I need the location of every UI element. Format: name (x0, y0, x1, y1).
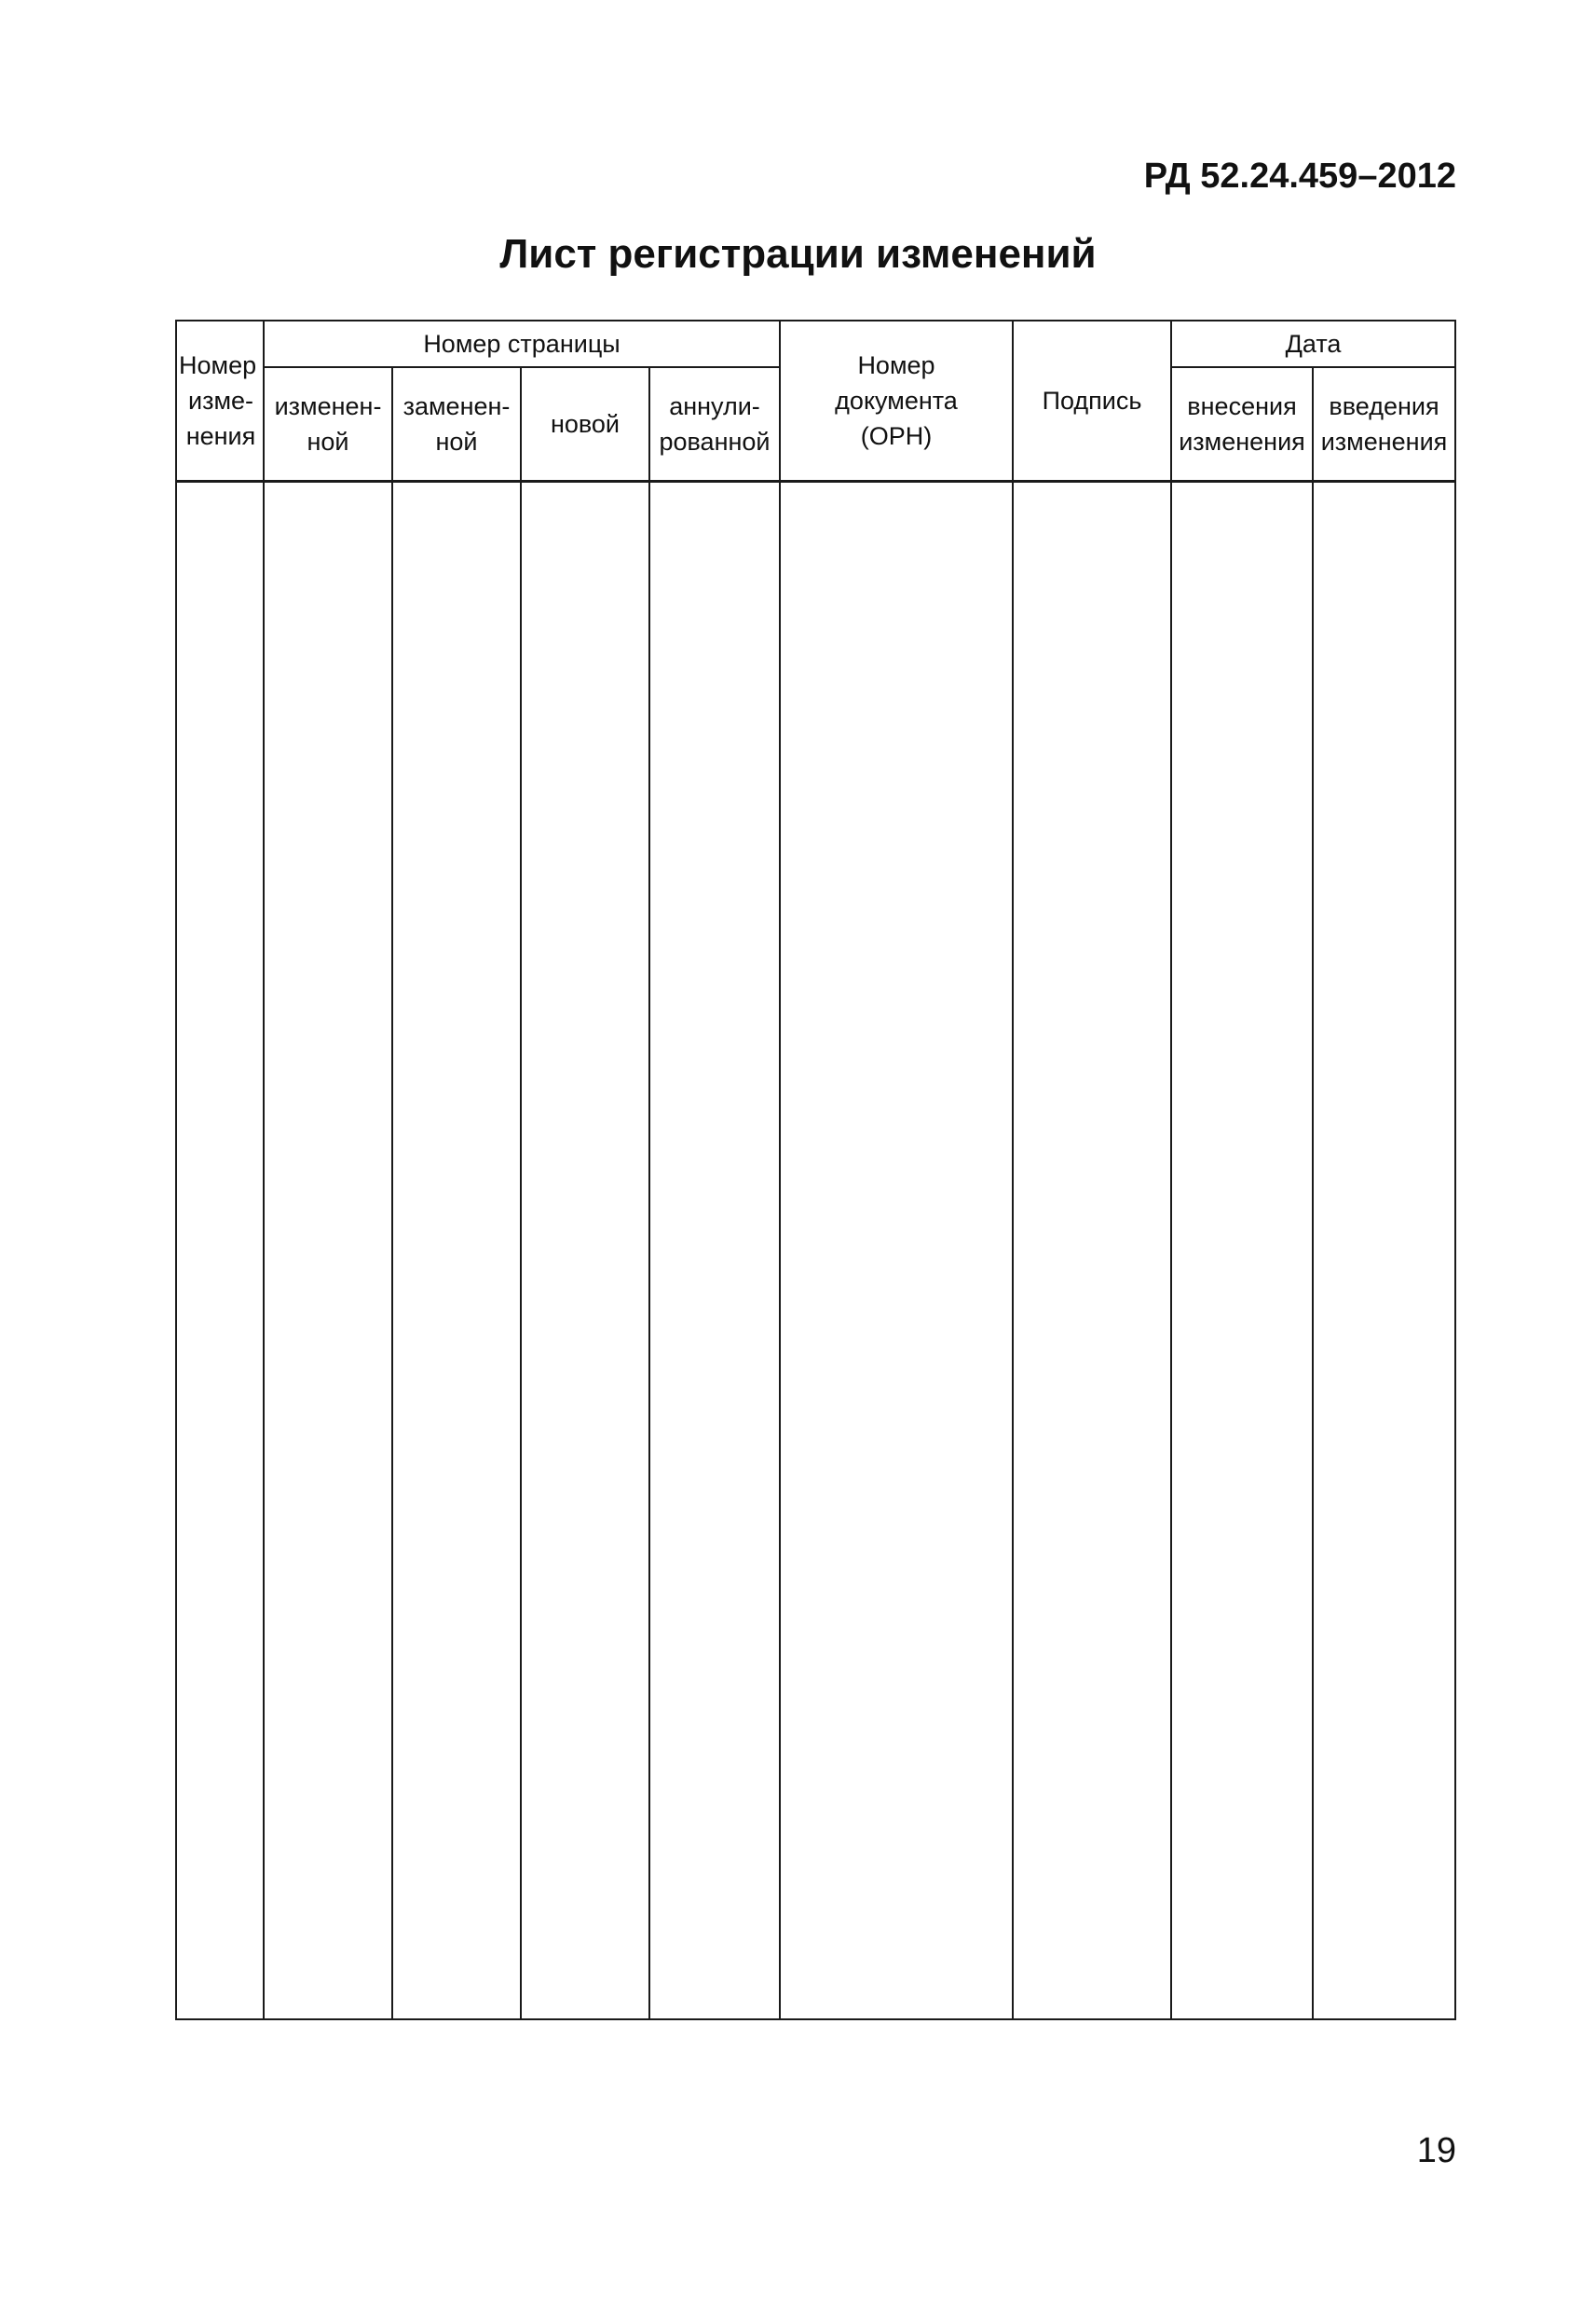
header-change-number (176, 321, 264, 482)
cell-replaced-page (392, 482, 521, 2020)
header-document-number (780, 321, 1013, 482)
cell-change-number (176, 482, 264, 2020)
header-change-number-line1: Номер (179, 351, 257, 379)
header-date-entry-line2: изменения (1179, 428, 1305, 456)
cell-annulled-page (649, 482, 780, 2020)
header-change-number-line2: изме- (187, 387, 254, 415)
header-annulled-page (649, 367, 780, 482)
page-title: Лист регистрации изменений (499, 231, 1097, 277)
header-replaced-page-line1: заменен- (402, 392, 511, 420)
header-date-entry-line1: внесения (1187, 392, 1297, 420)
cell-document-number (780, 482, 1013, 2020)
header-signature: Подпись (1013, 321, 1171, 482)
cell-new-page (521, 482, 649, 2020)
header-date-effective-line2: изменения (1320, 428, 1448, 456)
header-replaced-page-line2: ной (435, 428, 478, 456)
header-changed-page-line2: ной (307, 428, 349, 456)
header-document-number-line3: (ОРН) (860, 422, 933, 450)
header-page-number-group: Номер страницы (264, 321, 780, 367)
cell-date-entry (1171, 482, 1313, 2020)
header-replaced-page (392, 367, 521, 482)
header-changed-page (264, 367, 392, 482)
cell-date-effective (1313, 482, 1455, 2020)
table-row (176, 482, 1455, 2020)
change-register-table (175, 320, 1456, 2020)
header-date-entry (1171, 367, 1313, 482)
cell-changed-page (264, 482, 392, 2020)
header-document-number-line1: Номер (857, 351, 935, 379)
header-change-number-line3: нения (185, 422, 256, 450)
header-changed-page-line1: изменен- (274, 392, 382, 420)
page-number: 19 (1416, 2131, 1456, 2170)
header-date-group: Дата (1171, 321, 1455, 367)
document-code: РД 52.24.459–2012 (1143, 157, 1456, 196)
header-annulled-page-line1: аннули- (669, 392, 760, 420)
cell-signature (1013, 482, 1171, 2020)
header-annulled-page-line2: рованной (659, 428, 771, 456)
header-document-number-line2: документа (835, 387, 958, 415)
header-date-effective-line1: введения (1329, 392, 1439, 420)
header-new-page: новой (521, 367, 649, 482)
header-date-effective (1313, 367, 1455, 482)
